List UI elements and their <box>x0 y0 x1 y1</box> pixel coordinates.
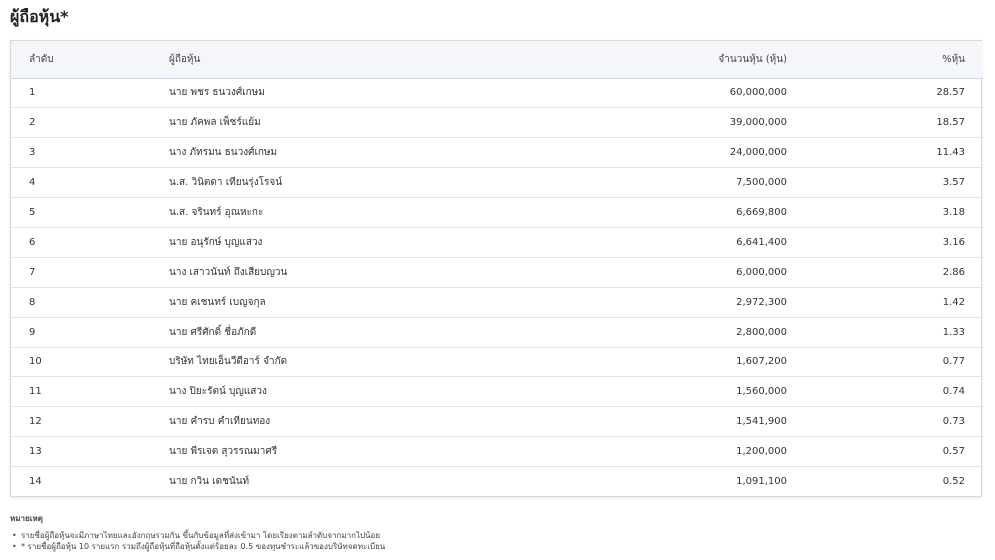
cell-rank: 6 <box>29 236 36 248</box>
cell-percent: 0.57 <box>942 446 965 458</box>
cell-shares: 60,000,000 <box>729 87 787 99</box>
cell-shareholder-name: นาย พชร ธนวงศ์เกษม <box>169 87 265 99</box>
cell-shareholder-name: นาย ภัคพล เพ็ชร์แย้ม <box>169 117 261 129</box>
cell-shares: 2,972,300 <box>736 296 787 308</box>
cell-shareholder-name: น.ส. วินิตดา เทียนรุ่งโรจน์ <box>169 177 283 189</box>
cell-percent: 3.57 <box>942 177 965 189</box>
cell-shareholder-name: นาง ปิยะรัตน์ บุญแสวง <box>169 386 267 398</box>
cell-percent: 0.74 <box>942 386 965 398</box>
cell-percent: 11.43 <box>936 147 965 159</box>
notes-title: หมายเหตุ <box>10 514 43 523</box>
table-row <box>11 347 983 377</box>
page-title: ผู้ถือหุ้น* <box>10 7 69 26</box>
column-header-percent[interactable]: %หุ้น <box>942 53 965 65</box>
table-row <box>11 198 983 228</box>
table-row <box>11 377 983 407</box>
cell-rank: 4 <box>29 177 36 189</box>
table-body <box>11 78 983 496</box>
cell-rank: 14 <box>29 476 42 488</box>
cell-rank: 12 <box>29 416 42 428</box>
cell-percent: 0.77 <box>942 356 965 368</box>
cell-percent: 18.57 <box>936 117 965 129</box>
table-row <box>11 168 983 198</box>
cell-shares: 6,641,400 <box>736 236 787 248</box>
cell-shares: 2,800,000 <box>736 326 787 338</box>
table-row <box>11 257 983 287</box>
table-row <box>11 407 983 437</box>
cell-shareholder-name: นาง เสาวนันท์ ถึงเสียบญวน <box>169 266 288 278</box>
notes-item-text: * รายชื่อผู้ถือหุ้น 10 รายแรก รวมถึงผู้ถือหุ้นที่ถือหุ้นตั้งแต่ร้อยละ 0.5 ของทุนชำระแล้วของบริษัทจดทะเบียน <box>21 542 386 551</box>
shareholders-table <box>11 41 983 496</box>
cell-shares: 1,607,200 <box>736 356 787 368</box>
cell-shareholder-name: นาย พีรเจต สุวรรณมาศรี <box>169 446 278 458</box>
notes-item-text: รายชื่อผู้ถือหุ้นจะมีภาษาไทยและอังกฤษรวมกัน ขึ้นกับข้อมูลที่ส่งเข้ามา โดยเรียงตามลำดับจากมากไปน้อย <box>21 531 381 540</box>
cell-shareholder-name: น.ส. จรินทร์ อุณหะกะ <box>169 207 264 218</box>
column-header-shares[interactable]: จำนวนหุ้น (หุ้น) <box>718 53 787 65</box>
cell-rank: 8 <box>29 296 36 308</box>
cell-shares: 1,560,000 <box>736 386 787 398</box>
notes-item <box>10 541 385 552</box>
table-row <box>11 467 983 497</box>
cell-percent: 1.42 <box>942 296 965 308</box>
table-row <box>11 227 983 257</box>
table-row <box>11 287 983 317</box>
cell-rank: 13 <box>29 446 42 458</box>
table-header <box>11 41 983 78</box>
table-row <box>11 78 983 108</box>
cell-rank: 10 <box>29 356 42 368</box>
cell-shares: 7,500,000 <box>736 177 787 189</box>
cell-shareholder-name: นาย คเชนทร์ เบญจกุล <box>169 296 266 308</box>
cell-shares: 1,091,100 <box>736 476 787 488</box>
cell-rank: 3 <box>29 147 36 159</box>
cell-rank: 7 <box>29 266 36 278</box>
cell-shareholder-name: นาง ภัทรมน ธนวงศ์เกษม <box>169 147 278 159</box>
cell-percent: 2.86 <box>942 266 965 278</box>
bullet-icon: • <box>12 542 17 551</box>
table-row <box>11 317 983 347</box>
cell-shares: 6,669,800 <box>736 207 787 218</box>
cell-percent: 0.52 <box>942 476 965 488</box>
cell-shares: 24,000,000 <box>729 147 787 159</box>
column-header-rank[interactable]: ลำดับ <box>29 53 54 65</box>
table-row <box>11 108 983 138</box>
shareholders-table-card <box>10 40 982 497</box>
cell-percent: 28.57 <box>936 87 965 99</box>
table-row <box>11 138 983 168</box>
table-row <box>11 437 983 467</box>
cell-percent: 0.73 <box>942 416 965 428</box>
notes-section <box>10 512 385 552</box>
cell-percent: 3.18 <box>942 207 965 218</box>
column-header-shareholder[interactable]: ผู้ถือหุ้น <box>169 53 201 65</box>
notes-list <box>10 530 385 552</box>
cell-percent: 3.16 <box>942 236 965 248</box>
notes-item <box>10 530 385 541</box>
cell-rank: 2 <box>29 117 36 129</box>
cell-shares: 6,000,000 <box>736 266 787 278</box>
cell-shareholder-name: นาย อนุรักษ์ บุญแสวง <box>169 236 263 248</box>
cell-percent: 1.33 <box>942 326 965 338</box>
cell-rank: 11 <box>29 386 42 398</box>
cell-shares: 1,541,900 <box>736 416 787 428</box>
table-header-row <box>11 41 983 78</box>
cell-rank: 9 <box>29 326 36 338</box>
cell-rank: 5 <box>29 207 36 218</box>
cell-shareholder-name: บริษัท ไทยเอ็นวีดีอาร์ จำกัด <box>169 356 288 368</box>
cell-shares: 39,000,000 <box>729 117 787 129</box>
cell-shareholder-name: นาย กวิน เดชนันท์ <box>169 476 250 488</box>
cell-shareholder-name: นาย คำรบ คำเทียนทอง <box>169 416 271 428</box>
bullet-icon: • <box>12 531 17 540</box>
cell-shareholder-name: นาย ศรีศักดิ์ ชื่อภักดี <box>169 326 257 338</box>
cell-rank: 1 <box>29 87 36 99</box>
cell-shares: 1,200,000 <box>736 446 787 458</box>
